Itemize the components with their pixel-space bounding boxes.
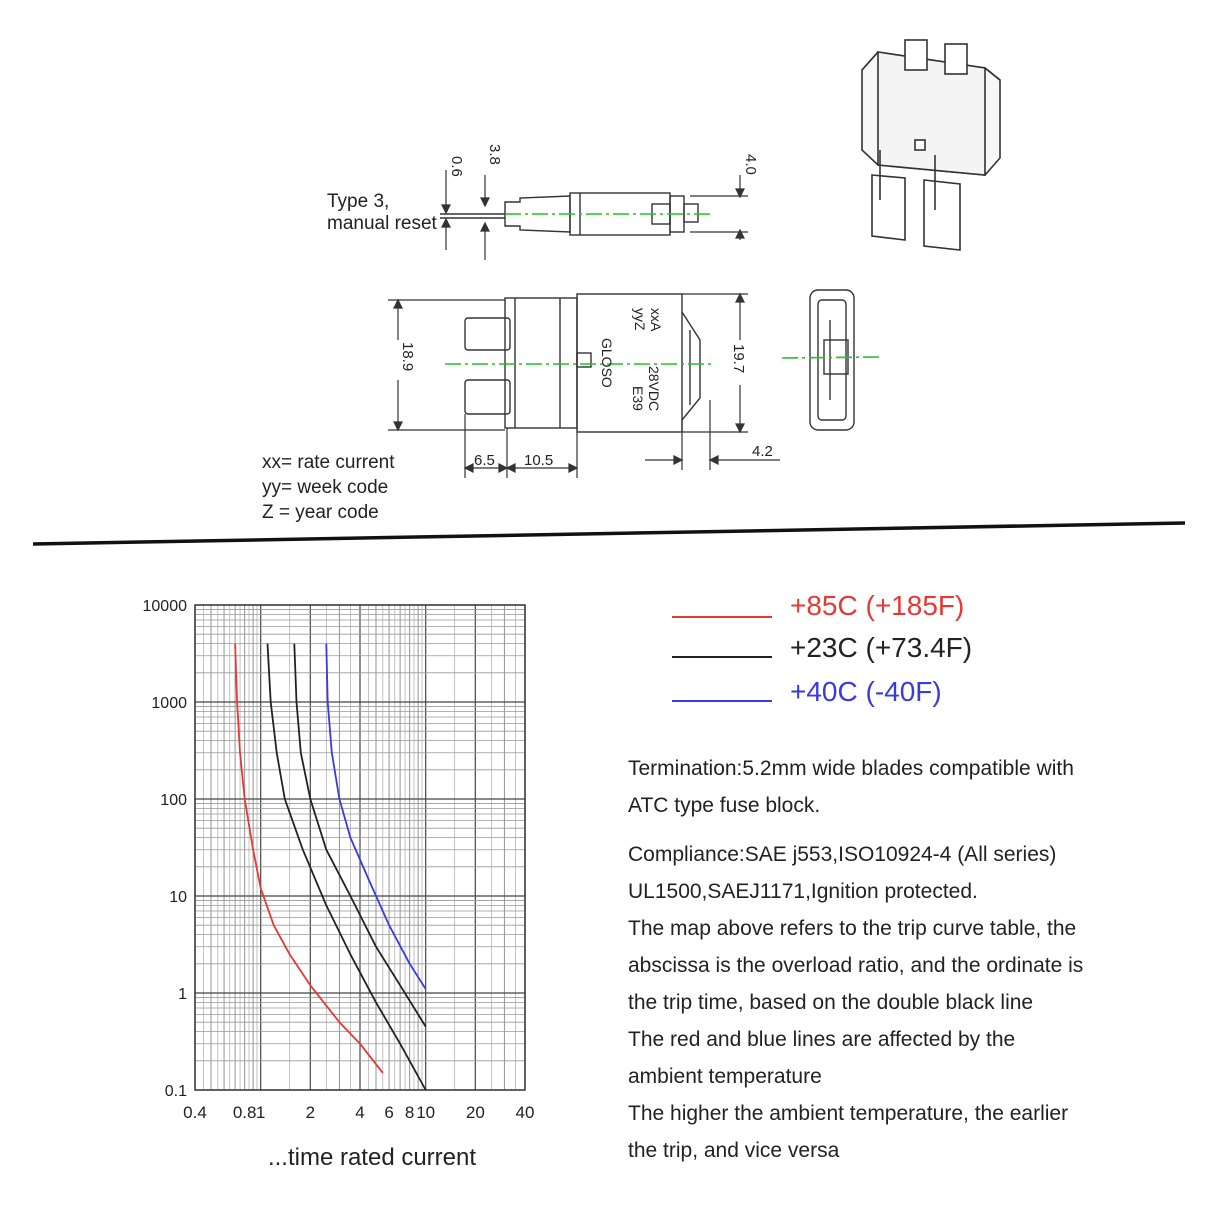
dim-4-0: 4.0 (742, 154, 759, 175)
trip-curve-chart (0, 560, 600, 1200)
desc-line-3: Compliance:SAE j553,ISO10924-4 (All series) (628, 843, 1057, 866)
dimension-drawing (0, 0, 1225, 560)
desc-line-7: the trip time, based on the double black line (628, 991, 1034, 1014)
y-tick-labels (143, 598, 188, 1100)
desc-line-10: The higher the ambient temperature, the earlier (628, 1102, 1069, 1125)
legend-label-23c: +23C (+73.4F) (790, 632, 973, 663)
marking-28vdc: 28VDC (646, 366, 662, 412)
dim-4-2: 4.2 (752, 443, 773, 460)
x-tick-labels (183, 1103, 534, 1122)
dim-19-7: 19.7 (730, 344, 747, 374)
x-tick-1: 0.8 (232, 1103, 257, 1122)
desc-line-11: the trip, and vice versa (628, 1139, 840, 1162)
y-tick-0: 10000 (142, 598, 187, 615)
end-view (810, 290, 854, 430)
code-xx: xx= rate current (262, 452, 395, 473)
chart-legend (672, 590, 1192, 720)
legend-line-black (672, 656, 772, 658)
x-tick-8: 20 (465, 1103, 485, 1122)
legend-line-red (672, 616, 772, 618)
code-z: Z = year code (262, 502, 379, 523)
dim-3-8: 3.8 (486, 144, 503, 165)
dim-18-9: 18.9 (399, 342, 416, 372)
legend-item-40c (672, 676, 1192, 720)
dim-10-5: 10.5 (524, 452, 554, 469)
type-label (327, 191, 437, 235)
y-tick-1: 1000 (151, 695, 187, 712)
marking-xxa: xxA (648, 308, 664, 332)
legend-item-85c (672, 590, 1192, 632)
legend-line-blue (672, 700, 772, 702)
desc-line-1: Termination:5.2mm wide blades compatible with (628, 757, 1074, 780)
desc-line-8: The red and blue lines are affected by the (628, 1028, 1016, 1051)
desc-line-2: ATC type fuse block. (628, 794, 821, 817)
marking-e39: E39 (630, 386, 646, 411)
y-tick-2: 100 (160, 792, 187, 809)
dim-6-5: 6.5 (474, 452, 495, 469)
code-yy: yy= week code (262, 477, 389, 498)
code-legend (262, 450, 395, 525)
legend-label-40c: +40C (-40F) (790, 676, 942, 707)
breaker-3d-icon (862, 40, 1000, 250)
x-tick-0: 0.4 (183, 1103, 207, 1122)
section-divider (33, 523, 1185, 544)
x-tick-4: 4 (355, 1103, 365, 1122)
y-tick-5: 0.1 (164, 1083, 187, 1100)
type-label-line-1: Type 3, (327, 191, 390, 212)
chart-grid (195, 605, 525, 1090)
y-tick-3: 10 (169, 889, 187, 906)
x-tick-2: 1 (255, 1103, 266, 1122)
y-tick-4: 1 (178, 986, 187, 1003)
marking-yyz: yyZ (632, 308, 648, 331)
x-tick-3: 2 (305, 1103, 316, 1122)
desc-line-4: UL1500,SAEJ1171,Ignition protected. (628, 880, 978, 903)
legend-item-23c (672, 632, 1192, 676)
spec-description (628, 750, 1083, 1169)
desc-line-5: The map above refers to the trip curve table, the (628, 917, 1077, 940)
x-tick-7: 10 (416, 1103, 436, 1122)
desc-line-9: ambient temperature (628, 1065, 822, 1088)
x-tick-9: 40 (515, 1103, 535, 1122)
x-axis-label: ...time rated current (267, 1144, 477, 1171)
desc-line-6: abscissa is the overload ratio, and the ordinate is (628, 954, 1084, 977)
legend-label-85c: +85C (+185F) (790, 590, 965, 621)
marking-gloso: GLOSO (599, 338, 615, 388)
dim-0-6: 0.6 (448, 156, 465, 177)
x-tick-5: 6 (384, 1103, 394, 1122)
type-label-line-2: manual reset (327, 213, 437, 234)
x-tick-6: 8 (404, 1103, 415, 1122)
